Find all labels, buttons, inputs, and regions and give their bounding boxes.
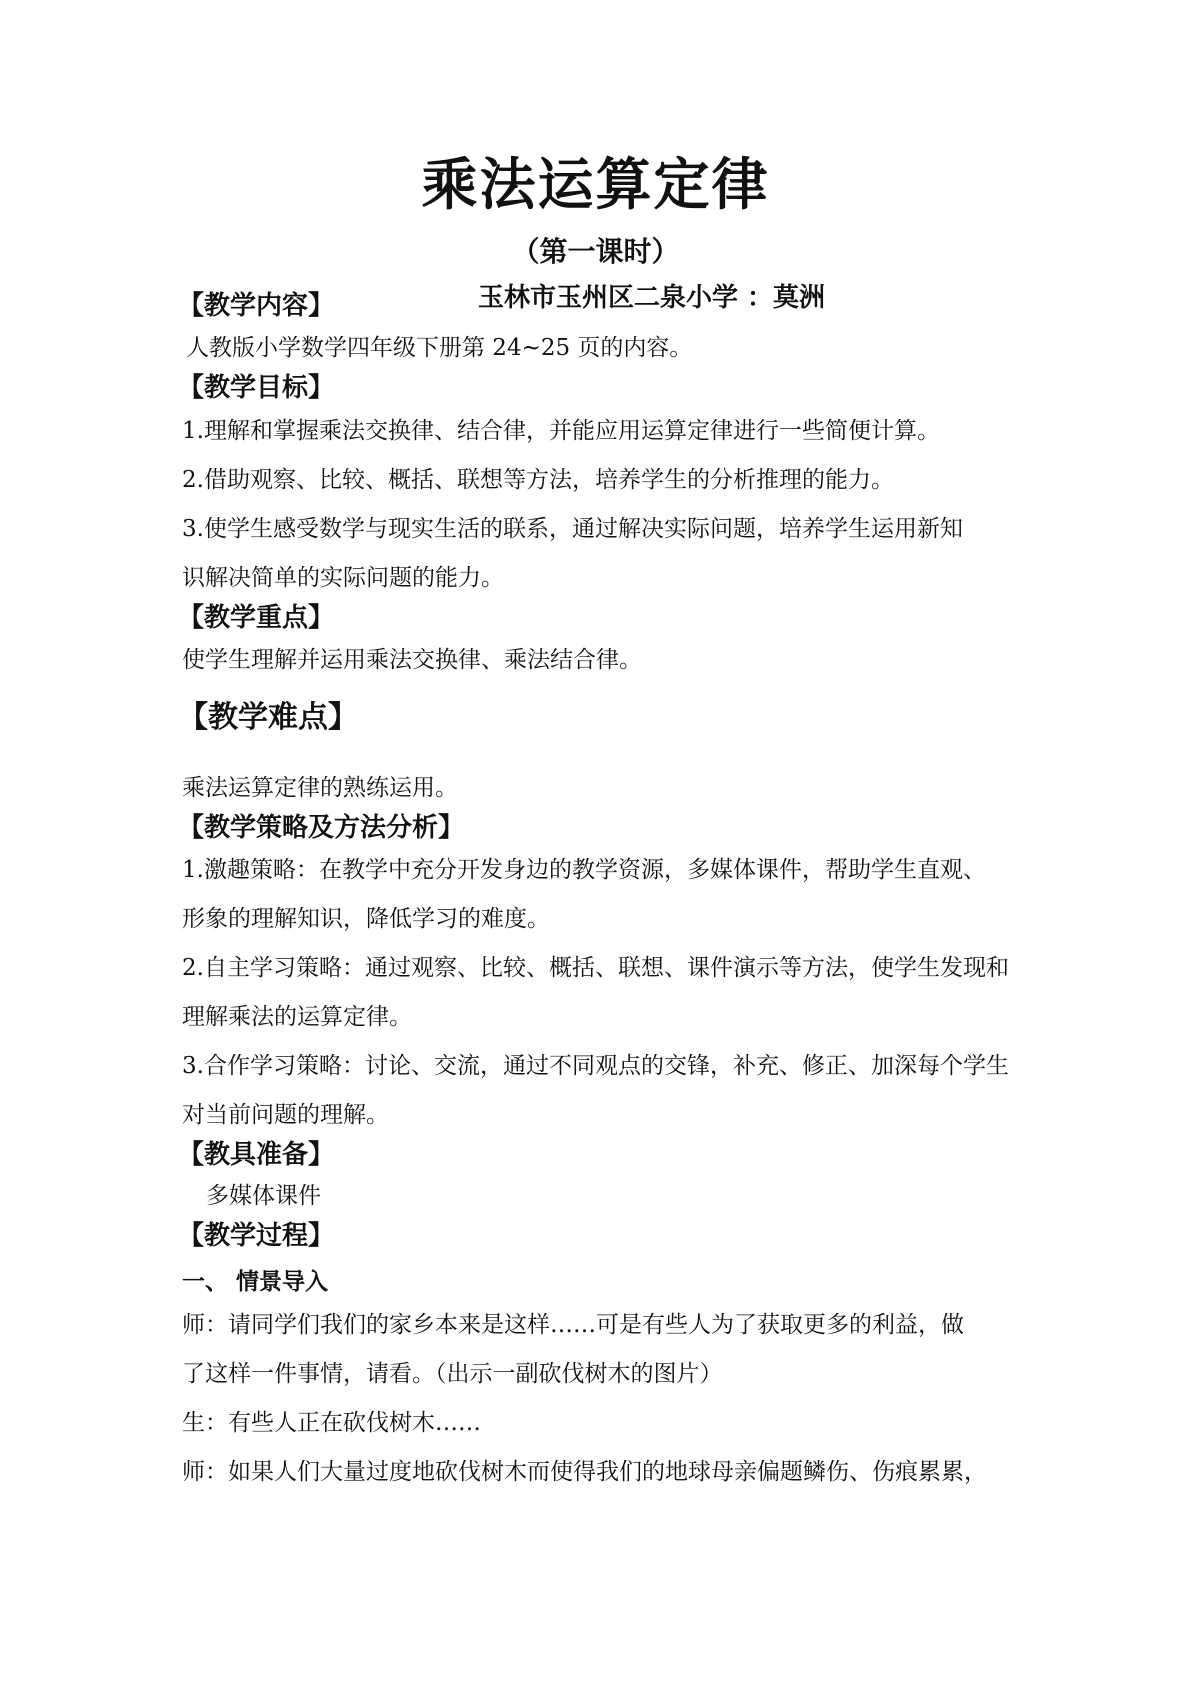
strategy-line: 对当前问题的理解。 (182, 1102, 389, 1128)
heading-tools: 【教具准备】 (178, 1140, 335, 1170)
goal-line: 2.借助观察、比较、概括、联想等方法，培养学生的分析推理的能力。 (182, 467, 894, 493)
author-line: 玉林市玉州区二泉小学 ：莫洲 (478, 283, 826, 313)
strategy-line: 1.激趣策略：在教学中充分开发身边的教学资源，多媒体课件，帮助学生直观、 (182, 857, 986, 883)
strategy-line: 形象的理解知识，降低学习的难度。 (182, 906, 550, 932)
heading-strategy: 【教学策略及方法分析】 (178, 813, 465, 843)
goal-line: 3.使学生感受数学与现实生活的联系，通过解决实际问题，培养学生运用新知 (182, 516, 963, 542)
heading-process: 【教学过程】 (178, 1221, 335, 1251)
key-text: 使学生理解并运用乘法交换律、乘法结合律。 (182, 647, 642, 673)
process-line: 师：如果人们大量过度地砍伐树木而使得我们的地球母亲偏题鳞伤、伤痕累累， (182, 1459, 987, 1485)
tools-text: 多媒体课件 (206, 1183, 321, 1209)
heading-goals: 【教学目标】 (178, 373, 335, 403)
heading-content: 【教学内容】 (178, 291, 335, 321)
heading-key: 【教学重点】 (178, 603, 335, 633)
content-text: 人教版小学数学四年级下册第 24~25 页的内容。 (186, 335, 693, 361)
strategy-line: 2.自主学习策略：通过观察、比较、概括、联想、课件演示等方法，使学生发现和 (182, 955, 1009, 981)
strategy-line: 3.合作学习策略：讨论、交流，通过不同观点的交锋，补充、修正、加深每个学生 (182, 1053, 1009, 1079)
process-line: 了这样一件事情，请看。（出示一副砍伐树木的图片） (182, 1361, 723, 1387)
process-subheading: 一、 情景导入 (182, 1268, 329, 1295)
strategy-line: 理解乘法的运算定律。 (182, 1004, 412, 1030)
goal-line: 识解决简单的实际问题的能力。 (182, 565, 504, 591)
page-title: 乘法运算定律 (421, 152, 770, 218)
difficulty-text: 乘法运算定律的熟练运用。 (182, 775, 458, 801)
process-line: 生：有些人正在砍伐树木…… (182, 1410, 481, 1436)
heading-difficulty: 【教学难点】 (178, 700, 358, 735)
page-subtitle: （第一课时） (511, 235, 680, 268)
goal-line: 1.理解和掌握乘法交换律、结合律，并能应用运算定律进行一些简便计算。 (182, 418, 940, 444)
process-line: 师：请同学们我们的家乡本来是这样……可是有些人为了获取更多的利益，做 (182, 1312, 964, 1338)
